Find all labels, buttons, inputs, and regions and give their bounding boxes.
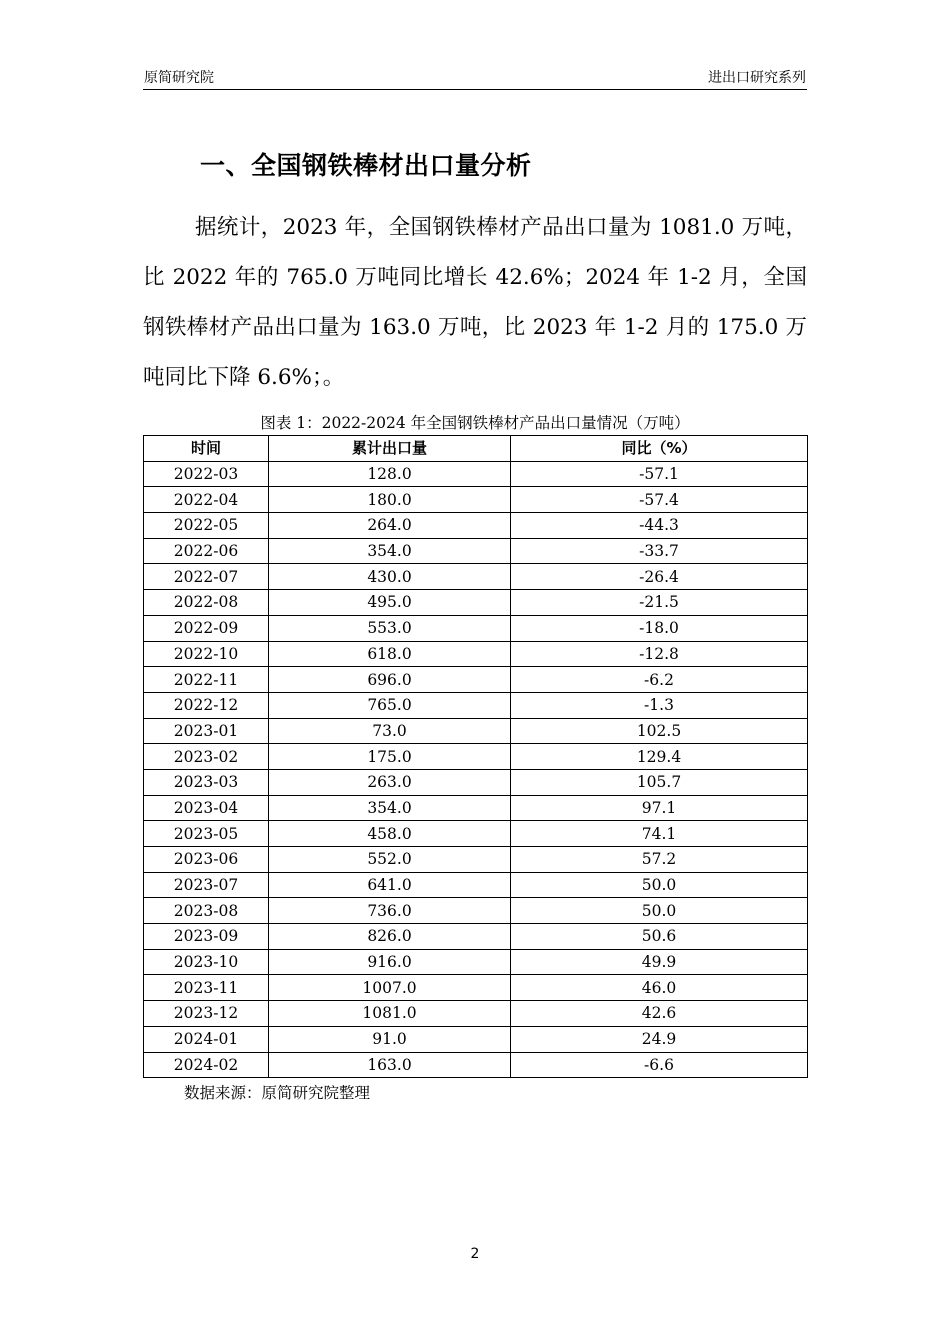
cell-period: 2024-01 [144, 1026, 269, 1052]
cell-cumulative-export: 354.0 [269, 795, 511, 821]
table-row [144, 513, 808, 539]
cell-period: 2022-12 [144, 692, 269, 718]
cell-cumulative-export: 1081.0 [269, 1001, 511, 1027]
cell-cumulative-export: 1007.0 [269, 975, 511, 1001]
summary-paragraph: 据统计，2023 年，全国钢铁棒材产品出口量为 1081.0 万吨，比 2022 年的 765.0 万吨同比增长 42.6%；2024 年 1-2 月，全国钢铁棒材产品出口量为 163.0 万吨，比 2023 年 1-2 月的 175.0 万吨同比下降 6.6%；。 [143, 215, 807, 390]
cell-cumulative-export: 263.0 [269, 769, 511, 795]
table-row [144, 564, 808, 590]
cell-yoy: -57.4 [511, 487, 808, 513]
cell-period: 2022-10 [144, 641, 269, 667]
cell-cumulative-export: 354.0 [269, 538, 511, 564]
cell-period: 2023-08 [144, 898, 269, 924]
cell-cumulative-export: 495.0 [269, 590, 511, 616]
table-row [144, 692, 808, 718]
cell-cumulative-export: 175.0 [269, 744, 511, 770]
export-volume-table [143, 435, 808, 1078]
cell-yoy: -12.8 [511, 641, 808, 667]
cell-yoy: 97.1 [511, 795, 808, 821]
cell-period: 2022-07 [144, 564, 269, 590]
cell-cumulative-export: 826.0 [269, 924, 511, 950]
table-row [144, 744, 808, 770]
cell-yoy: -6.6 [511, 1052, 808, 1078]
cell-cumulative-export: 552.0 [269, 847, 511, 873]
cell-cumulative-export: 696.0 [269, 667, 511, 693]
cell-period: 2023-11 [144, 975, 269, 1001]
cell-cumulative-export: 618.0 [269, 641, 511, 667]
data-source-note: 数据来源：原简研究院整理 [184, 1084, 371, 1102]
cell-cumulative-export: 765.0 [269, 692, 511, 718]
cell-period: 2023-05 [144, 821, 269, 847]
table-row [144, 769, 808, 795]
header-series-name: 进出口研究系列 [708, 70, 806, 86]
cell-period: 2023-12 [144, 1001, 269, 1027]
table-row [144, 538, 808, 564]
cell-yoy: 57.2 [511, 847, 808, 873]
table-row [144, 872, 808, 898]
header-org-name: 原简研究院 [144, 70, 214, 86]
cell-yoy: 50.0 [511, 898, 808, 924]
cell-yoy: -18.0 [511, 615, 808, 641]
cell-yoy: -33.7 [511, 538, 808, 564]
table-row [144, 487, 808, 513]
table-row [144, 949, 808, 975]
cell-period: 2023-06 [144, 847, 269, 873]
cell-period: 2024-02 [144, 1052, 269, 1078]
cell-yoy: 50.6 [511, 924, 808, 950]
cell-yoy: -6.2 [511, 667, 808, 693]
table-row [144, 975, 808, 1001]
cell-cumulative-export: 736.0 [269, 898, 511, 924]
column-header-yoy: 同比（%） [511, 436, 808, 462]
cell-cumulative-export: 916.0 [269, 949, 511, 975]
cell-cumulative-export: 163.0 [269, 1052, 511, 1078]
table-row [144, 1026, 808, 1052]
table-row [144, 847, 808, 873]
cell-yoy: -21.5 [511, 590, 808, 616]
table-row [144, 641, 808, 667]
cell-cumulative-export: 553.0 [269, 615, 511, 641]
cell-cumulative-export: 73.0 [269, 718, 511, 744]
cell-cumulative-export: 458.0 [269, 821, 511, 847]
cell-yoy: -57.1 [511, 461, 808, 487]
cell-cumulative-export: 641.0 [269, 872, 511, 898]
table-row [144, 461, 808, 487]
cell-period: 2023-04 [144, 795, 269, 821]
table-row [144, 718, 808, 744]
cell-yoy: 102.5 [511, 718, 808, 744]
cell-cumulative-export: 128.0 [269, 461, 511, 487]
cell-period: 2023-09 [144, 924, 269, 950]
cell-period: 2023-02 [144, 744, 269, 770]
cell-period: 2023-01 [144, 718, 269, 744]
cell-yoy: -26.4 [511, 564, 808, 590]
cell-cumulative-export: 264.0 [269, 513, 511, 539]
table-row [144, 795, 808, 821]
cell-period: 2022-09 [144, 615, 269, 641]
cell-period: 2022-04 [144, 487, 269, 513]
column-header-cumulative-export: 累计出口量 [269, 436, 511, 462]
cell-yoy: -44.3 [511, 513, 808, 539]
cell-yoy: 50.0 [511, 872, 808, 898]
cell-yoy: -1.3 [511, 692, 808, 718]
table-caption: 图表 1：2022-2024 年全国钢铁棒材产品出口量情况（万吨） [260, 414, 690, 432]
cell-period: 2022-11 [144, 667, 269, 693]
table-row [144, 821, 808, 847]
cell-cumulative-export: 180.0 [269, 487, 511, 513]
cell-yoy: 49.9 [511, 949, 808, 975]
section-title: 一、全国钢铁棒材出口量分析 [200, 151, 532, 180]
cell-period: 2023-03 [144, 769, 269, 795]
cell-period: 2022-06 [144, 538, 269, 564]
cell-period: 2022-08 [144, 590, 269, 616]
cell-yoy: 42.6 [511, 1001, 808, 1027]
page-number: 2 [470, 1246, 480, 1262]
cell-yoy: 74.1 [511, 821, 808, 847]
table-row [144, 667, 808, 693]
column-header-period: 时间 [144, 436, 269, 462]
cell-cumulative-export: 430.0 [269, 564, 511, 590]
cell-period: 2023-07 [144, 872, 269, 898]
table-row [144, 1052, 808, 1078]
page-header [143, 64, 807, 90]
table-row [144, 590, 808, 616]
cell-period: 2022-03 [144, 461, 269, 487]
table-row [144, 898, 808, 924]
table-row [144, 615, 808, 641]
table-row [144, 924, 808, 950]
cell-yoy: 46.0 [511, 975, 808, 1001]
cell-cumulative-export: 91.0 [269, 1026, 511, 1052]
cell-period: 2023-10 [144, 949, 269, 975]
table-row [144, 1001, 808, 1027]
table-header-row [144, 436, 808, 462]
cell-yoy: 105.7 [511, 769, 808, 795]
cell-yoy: 129.4 [511, 744, 808, 770]
cell-period: 2022-05 [144, 513, 269, 539]
cell-yoy: 24.9 [511, 1026, 808, 1052]
